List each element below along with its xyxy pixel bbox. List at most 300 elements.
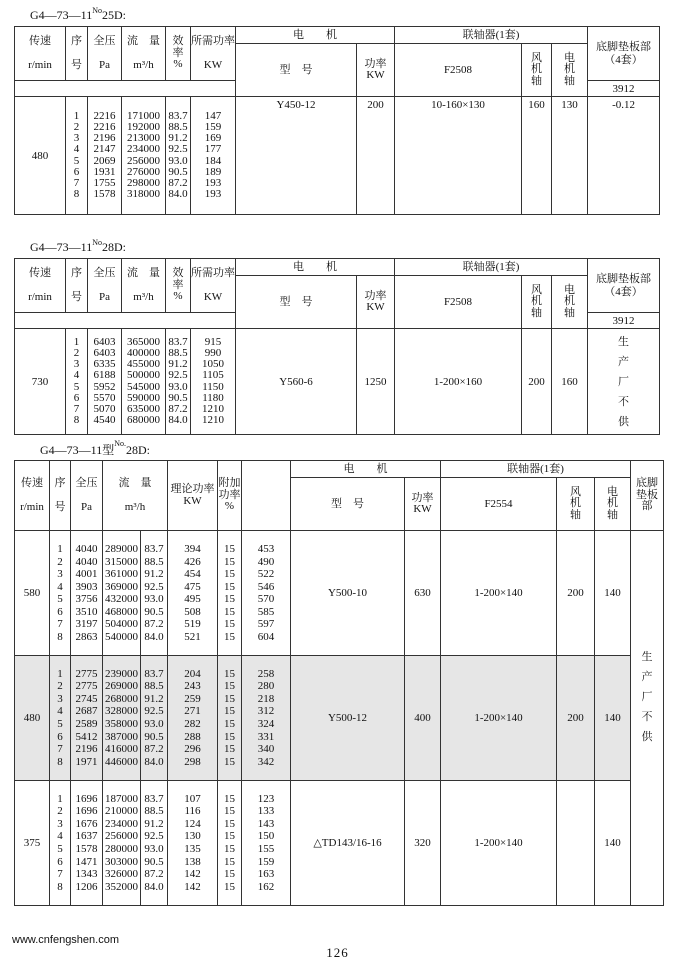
cell-value: 7 [73, 402, 80, 415]
cell-value: 15 [224, 630, 235, 643]
motor-shaft-value: 140 [595, 531, 631, 656]
cell-value: 130 [184, 830, 201, 843]
cell-value: 3 [57, 568, 63, 580]
cell-value: 90.5 [144, 730, 164, 743]
fan-shaft-header: 风 机 轴 [557, 478, 595, 531]
cell-value: 280000 [105, 843, 138, 855]
cell-value: 394 [184, 543, 201, 555]
speed-header: 传速 r/min [15, 461, 50, 531]
cell-value: 2863 [75, 630, 98, 643]
cell-value: 88.5 [144, 805, 164, 818]
cell-value: 3 [57, 817, 63, 830]
cell-value: 15 [224, 805, 235, 818]
cell-value: 189 [204, 165, 222, 178]
motor-power-value: 320 [405, 781, 441, 906]
motor-model-value: Y450-12 [236, 97, 357, 215]
cell-value: 2 [57, 805, 63, 818]
cell-value: 159 [257, 855, 275, 868]
cell-value: 150 [257, 830, 275, 843]
fan-shaft-header: 风 机 轴 [522, 44, 552, 97]
cell-value: 133 [257, 805, 275, 818]
cell-value: 2216 [93, 121, 116, 134]
cell-value: 326000 [105, 868, 138, 881]
cell-value: 6188 [93, 369, 116, 382]
efficiency-column [141, 781, 168, 906]
cell-value: 8 [73, 413, 80, 426]
motor-shaft-header: 电 机 轴 [595, 478, 631, 531]
seq-header: 序 号 [66, 27, 88, 81]
cell-value: 1 [57, 543, 63, 555]
table3 [14, 460, 664, 906]
needed-power-column [242, 656, 291, 781]
seq-header: 序 号 [50, 461, 71, 531]
cell-value: 5 [57, 843, 63, 855]
table3-title: G4—73—11型$^{No.}$28D: [40, 439, 151, 457]
theory-power-column [168, 781, 218, 906]
cell-value: 1050 [202, 358, 224, 371]
cell-value: 2 [57, 680, 63, 693]
cell-value: 163 [257, 868, 275, 881]
cell-value: 5952 [93, 380, 116, 393]
cell-value: 3 [73, 358, 80, 371]
cell-value: 432000 [105, 593, 138, 605]
cell-value: 296 [184, 743, 201, 756]
cell-value: 83.7 [144, 792, 164, 805]
cell-value: 475 [184, 580, 201, 593]
base-code: 3912 [588, 81, 660, 97]
cell-value: 84.0 [168, 413, 188, 426]
fan-shaft-value: 200 [557, 531, 595, 656]
seq-column [50, 656, 71, 781]
seq-column [66, 329, 88, 435]
cell-value: 990 [204, 347, 222, 360]
cell-value: 318000 [127, 187, 160, 200]
flow-column [103, 656, 141, 781]
cell-value: 15 [224, 817, 235, 830]
coupling-spec-value: 1-200×140 [441, 531, 557, 656]
cell-value: 92.5 [144, 830, 164, 843]
fan-shaft-value: 200 [522, 329, 552, 435]
cell-value: 2775 [75, 667, 98, 680]
cell-value: 1578 [75, 843, 98, 855]
flow-column [103, 531, 141, 656]
cell-value: 243 [184, 680, 201, 693]
cell-value: 426 [184, 555, 201, 568]
speed-value: 480 [15, 97, 66, 215]
cell-value: 1471 [75, 855, 98, 868]
cell-value: 193 [204, 187, 222, 200]
table2-title: $G4—73—11^{No}28D$: [30, 238, 127, 254]
cell-value: 4001 [75, 568, 98, 580]
cell-value: 1 [73, 110, 80, 123]
cell-value: 142 [184, 880, 201, 893]
motor-model-header: 型 号 [236, 44, 357, 97]
theory-power-header: 理论功率 KW [168, 461, 218, 531]
cell-value: 1755 [93, 176, 116, 189]
cell-value: 87.2 [168, 402, 188, 415]
coupling-model-header: F2554 [441, 478, 557, 531]
cell-value: 91.2 [168, 132, 188, 145]
cell-value: 147 [204, 110, 222, 123]
cell-value: 2775 [75, 680, 98, 693]
cell-value: 138 [184, 855, 201, 868]
cell-value: 93.0 [168, 380, 188, 393]
cell-value: 15 [224, 667, 235, 680]
cell-value: 204 [184, 667, 201, 680]
cell-value: 342 [257, 755, 275, 768]
motor-shaft-header: 电 机 轴 [552, 276, 588, 329]
speed-header: 传速 r/min [15, 259, 66, 313]
base-header: 底脚垫板部（4套） [588, 259, 660, 313]
cell-value: 84.0 [144, 630, 164, 643]
cell-value: 15 [224, 868, 235, 881]
base-value [588, 329, 660, 435]
cell-value: 供 [641, 731, 653, 743]
cell-value: 4 [73, 143, 80, 156]
efficiency-column [141, 531, 168, 656]
cell-value: 468000 [105, 605, 138, 618]
cell-value: 915 [204, 336, 222, 349]
cell-value: 324 [257, 718, 275, 730]
coupling-spec-value: 1-200×140 [441, 656, 557, 781]
cell-value: 2 [73, 347, 80, 360]
cell-value: 8 [57, 630, 63, 643]
cell-value: 123 [257, 792, 275, 805]
cell-value: 5 [57, 718, 63, 730]
cell-value: 8 [73, 187, 80, 200]
cell-value: 519 [184, 618, 201, 630]
cell-value: 590000 [127, 391, 160, 404]
cell-value: 6403 [93, 347, 116, 360]
cell-value: 15 [224, 880, 235, 893]
cell-value: 15 [224, 568, 235, 580]
table2 [14, 258, 660, 435]
cell-value: 4540 [93, 413, 116, 426]
coupling-model-header: F2508 [395, 44, 522, 97]
cell-value: 4040 [75, 543, 98, 555]
cell-value: 387000 [105, 730, 138, 743]
cell-value: 2069 [93, 154, 116, 167]
cell-value: 15 [224, 692, 235, 705]
cell-value: 7 [73, 176, 80, 189]
cell-value: 2216 [93, 110, 116, 123]
cell-value: 495 [184, 593, 201, 605]
cell-value: 1931 [93, 165, 116, 178]
cell-value: 产 [618, 355, 630, 368]
cell-value: 87.2 [144, 618, 164, 630]
pressure-column [88, 97, 122, 215]
motor-header: 电 机 [291, 461, 441, 478]
cell-value: 1578 [93, 187, 116, 200]
coupling-spec-value: 1-200×140 [441, 781, 557, 906]
cell-value: 92.5 [144, 580, 164, 593]
cell-value: 234000 [105, 817, 138, 830]
cell-value: 15 [224, 792, 235, 805]
cell-value: 416000 [105, 743, 138, 756]
efficiency-header: 效 率 % [166, 27, 191, 81]
base-code: 3912 [588, 313, 660, 329]
efficiency-column [141, 656, 168, 781]
cell-value: 177 [204, 143, 222, 156]
cell-value: 15 [224, 680, 235, 693]
cell-value: 6 [57, 605, 63, 618]
cell-value: 88.5 [144, 555, 164, 568]
cell-value: 1180 [202, 391, 224, 404]
cell-value: 3197 [75, 618, 98, 630]
cell-value: 生 [641, 651, 653, 663]
cell-value: 91.2 [144, 817, 164, 830]
motor-power-value: 400 [405, 656, 441, 781]
efficiency-column [166, 329, 191, 435]
cell-value: 2147 [93, 143, 116, 156]
cell-value: 289000 [105, 543, 138, 555]
cell-value: 3510 [75, 605, 98, 618]
cell-value: 256000 [105, 830, 138, 843]
cell-value: 93.0 [144, 843, 164, 855]
cell-value: 259 [184, 692, 201, 705]
cell-value: 15 [224, 755, 235, 768]
cell-value: 522 [257, 568, 275, 580]
motor-shaft-value: 140 [595, 656, 631, 781]
cell-value: 604 [257, 630, 275, 643]
additional-power-header: 附加 功率 % [218, 461, 242, 531]
motor-shaft-header: 电 机 轴 [552, 44, 588, 97]
cell-value: 490 [257, 555, 275, 568]
cell-value: 厂 [641, 691, 653, 703]
cell-value: 15 [224, 843, 235, 855]
cell-value: 7 [57, 868, 63, 881]
cell-value: 454 [184, 568, 201, 580]
cell-value: 2 [57, 555, 63, 568]
cell-value: 570 [257, 593, 275, 605]
cell-value: 187000 [105, 792, 138, 805]
cell-value: 92.5 [144, 705, 164, 718]
cell-value: 2589 [75, 718, 98, 730]
cell-value: 4 [57, 830, 63, 843]
cell-value: 455000 [127, 358, 160, 371]
cell-value: 400000 [127, 347, 160, 360]
cell-value: 84.0 [144, 880, 164, 893]
speed-value: 375 [15, 781, 50, 906]
speed-group-580 [15, 531, 664, 656]
cell-value: 256000 [127, 154, 160, 167]
cell-value: 143 [257, 817, 275, 830]
cell-value: 83.7 [168, 336, 188, 349]
cell-value: 521 [184, 630, 201, 643]
cell-value: 540000 [105, 630, 138, 643]
cell-value: 6403 [93, 336, 116, 349]
motor-power-value: 630 [405, 531, 441, 656]
cell-value: 7 [57, 743, 63, 756]
cell-value: 218 [257, 692, 275, 705]
cell-value: 1637 [75, 830, 98, 843]
cell-value: 15 [224, 830, 235, 843]
cell-value: 269000 [105, 680, 138, 693]
base-header: 底脚垫板部（4套） [588, 27, 660, 81]
cell-value: 88.5 [168, 121, 188, 134]
cell-value: 15 [224, 605, 235, 618]
motor-model-value: Y500-10 [291, 531, 405, 656]
power-column [191, 329, 236, 435]
speed-value: 580 [15, 531, 50, 656]
cell-value: 15 [224, 730, 235, 743]
cell-value: 169 [204, 132, 222, 145]
motor-model-header: 型 号 [291, 478, 405, 531]
cell-value: 288 [184, 730, 201, 743]
cell-value: 8 [57, 880, 63, 893]
base-value: -0.12 [588, 97, 660, 215]
cell-value: 生 [618, 335, 630, 348]
cell-value: 90.5 [168, 165, 188, 178]
cell-value: 234000 [127, 143, 160, 156]
power-header: 所需功率 KW [191, 27, 236, 81]
cell-value: 6335 [93, 358, 116, 371]
cell-value: 厂 [618, 375, 630, 388]
cell-value: 4 [57, 705, 63, 718]
table1 [14, 26, 660, 215]
cell-value: 15 [224, 743, 235, 756]
cell-value: 15 [224, 543, 235, 555]
power-column [191, 97, 236, 215]
cell-value: 6 [57, 855, 63, 868]
pressure-column [71, 531, 103, 656]
cell-value: 1696 [75, 792, 98, 805]
cell-value: 87.2 [168, 176, 188, 189]
cell-value: 1343 [75, 868, 98, 881]
cell-value: 361000 [105, 568, 138, 580]
cell-value: 6 [73, 165, 80, 178]
cell-value: 15 [224, 705, 235, 718]
pressure-column [71, 781, 103, 906]
cell-value: 83.7 [168, 110, 188, 123]
speed-value: 730 [15, 329, 66, 435]
cell-value: 171000 [127, 110, 160, 123]
cell-value: 15 [224, 855, 235, 868]
cell-value: 5570 [93, 391, 116, 404]
cell-value: 585 [257, 605, 275, 618]
power-header: 所需功率 KW [191, 259, 236, 313]
cell-value: 87.2 [144, 868, 164, 881]
cell-value: 1210 [202, 413, 224, 426]
speed-group-480 [15, 656, 664, 781]
seq-header: 序 号 [66, 259, 88, 313]
cell-value: 340 [257, 743, 275, 756]
cell-value: 3903 [75, 580, 98, 593]
additional-power-column [218, 781, 242, 906]
coupling-spec-value: 10-160×130 [395, 97, 522, 215]
motor-power-value: 1250 [357, 329, 395, 435]
efficiency-column [166, 97, 191, 215]
cell-value: 产 [641, 671, 653, 683]
cell-value: 135 [184, 843, 201, 855]
theory-power-column [168, 656, 218, 781]
flow-column [122, 97, 166, 215]
additional-power-column [218, 656, 242, 781]
cell-value: 90.5 [144, 605, 164, 618]
cell-value: 92.5 [168, 143, 188, 156]
cell-value: 680000 [127, 413, 160, 426]
cell-value: 92.5 [168, 369, 188, 382]
motor-model-value: △TD143/16-16 [291, 781, 405, 906]
flow-header: 流 量 m³/h [122, 259, 166, 313]
coupling-header: 联轴器(1套) [395, 259, 588, 276]
fan-shaft-value: 160 [522, 97, 552, 215]
cell-value: 5412 [75, 730, 98, 743]
cell-value: 93.0 [168, 154, 188, 167]
cell-value: 184 [204, 154, 222, 167]
cell-value: 90.5 [168, 391, 188, 404]
cell-value: 5 [73, 154, 80, 167]
cell-value: 358000 [105, 718, 138, 730]
cell-value: 2687 [75, 705, 98, 718]
cell-value: 1696 [75, 805, 98, 818]
cell-value: 298 [184, 755, 201, 768]
cell-value: 2196 [75, 743, 98, 756]
table1-title: $G4—73—11^{No}25D$: [30, 6, 127, 22]
cell-value: 365000 [127, 336, 160, 349]
cell-value: 352000 [105, 880, 138, 893]
cell-value: 15 [224, 593, 235, 605]
cell-value: 107 [184, 792, 201, 805]
cell-value: 508 [184, 605, 201, 618]
cell-value: 504000 [105, 618, 138, 630]
motor-header: 电 机 [236, 27, 395, 44]
cell-value: 116 [184, 805, 201, 818]
cell-value: 供 [618, 415, 630, 428]
cell-value: 124 [184, 817, 201, 830]
cell-value: 268000 [105, 692, 138, 705]
theory-power-column [168, 531, 218, 656]
motor-shaft-value: 130 [552, 97, 588, 215]
pressure-column [88, 329, 122, 435]
cell-value: 88.5 [168, 347, 188, 360]
motor-power-header: 功率 KW [405, 478, 441, 531]
flow-header: 流 量 m³/h [122, 27, 166, 81]
motor-power-header: 功率 KW [357, 276, 395, 329]
cell-value: 282 [184, 718, 201, 730]
flow-column [122, 329, 166, 435]
cell-value: 4 [57, 580, 63, 593]
website-url: www.cnfengshen.com [12, 934, 119, 946]
motor-model-header: 型 号 [236, 276, 357, 329]
seq-column [50, 781, 71, 906]
cell-value: 6 [57, 730, 63, 743]
cell-value: 不 [641, 711, 653, 723]
cell-value: 258 [257, 667, 275, 680]
cell-value: 303000 [105, 855, 138, 868]
additional-power-column [218, 531, 242, 656]
cell-value: 1971 [75, 755, 98, 768]
cell-value: 84.0 [168, 187, 188, 200]
cell-value: 597 [257, 618, 275, 630]
efficiency-header: 效 率 % [166, 259, 191, 313]
cell-value: 88.5 [144, 680, 164, 693]
page-number: 126 [326, 945, 349, 960]
cell-value: 142 [184, 868, 201, 881]
cell-value: 315000 [105, 555, 138, 568]
cell-value: 90.5 [144, 855, 164, 868]
cell-value: 15 [224, 555, 235, 568]
cell-value: 1210 [202, 402, 224, 415]
cell-value: 4 [73, 369, 80, 382]
motor-power-value: 200 [357, 97, 395, 215]
base-value [631, 531, 664, 906]
cell-value: 213000 [127, 132, 160, 145]
pressure-header: 全压 Pa [88, 27, 122, 81]
cell-value: 546 [257, 580, 275, 593]
cell-value: 3 [73, 132, 80, 145]
cell-value: 312 [257, 705, 275, 718]
